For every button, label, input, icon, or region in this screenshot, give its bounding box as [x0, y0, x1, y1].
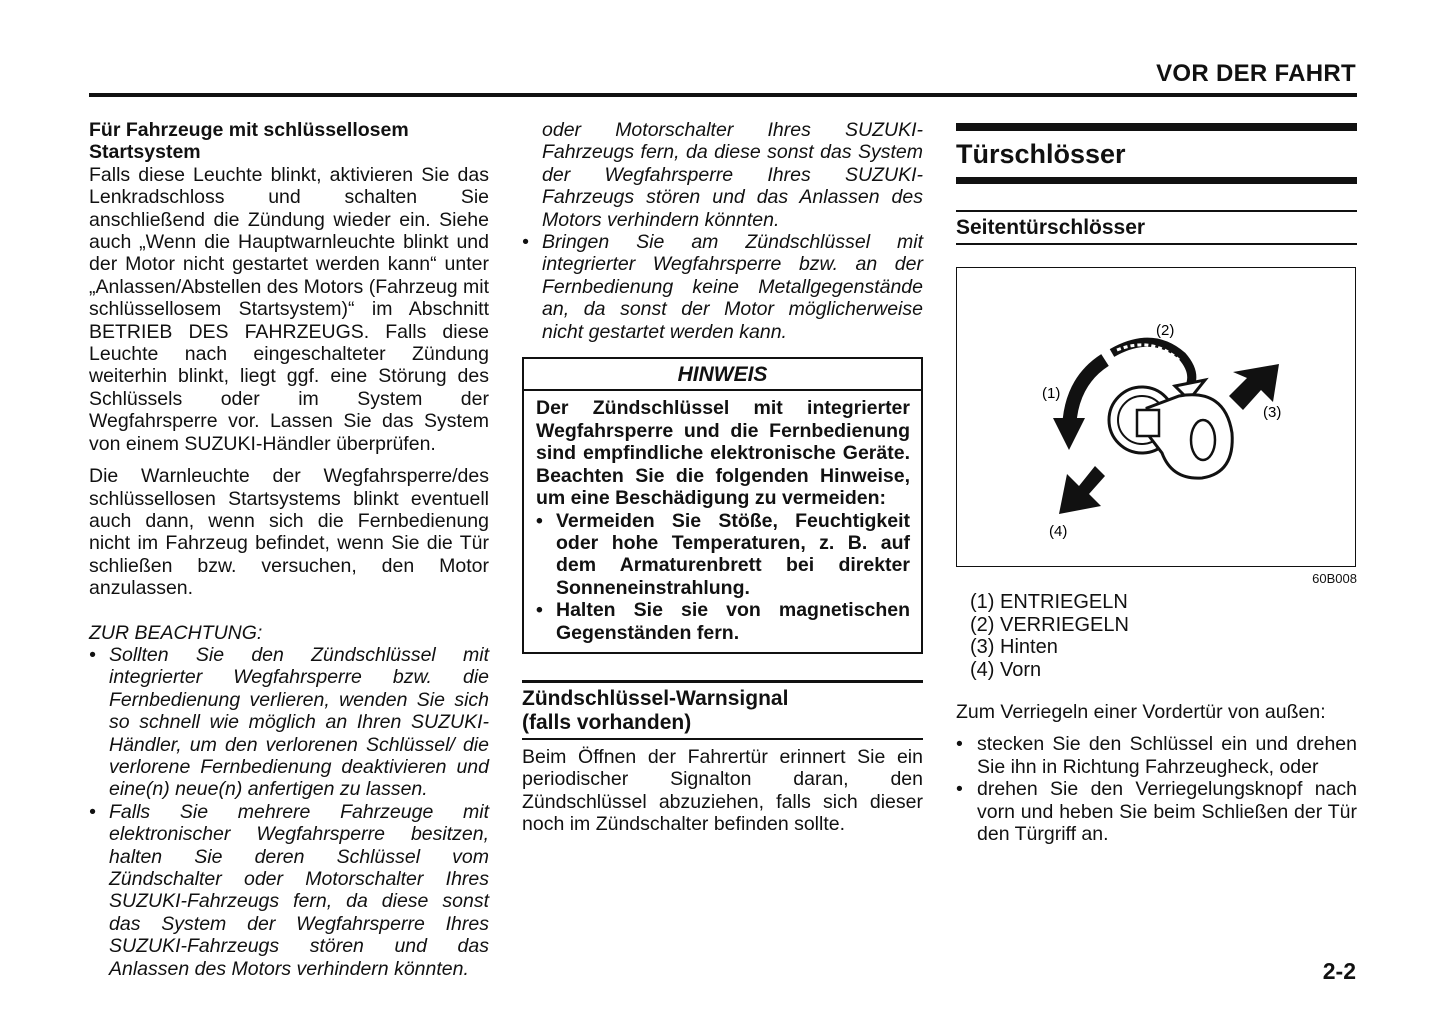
- note-list: [89, 643, 489, 980]
- section-rule: [956, 243, 1357, 245]
- locking-steps: [956, 733, 1357, 845]
- key-warning-text: Beim Öffnen der Fahrertür erinnert Sie ein periodischer Signalton daran, den Zündschlüssel abzuziehen, falls sich dieser noch im Zündschalter befinden sollte.: [522, 745, 923, 836]
- keyless-heading: Für Fahrzeuge mit schlüssellosem Startsystem: [89, 119, 409, 164]
- header-rule: [89, 93, 1357, 97]
- door-locks-title: Türschlösser: [956, 139, 1126, 169]
- key-blade: [1137, 410, 1159, 436]
- legend-item: (1) ENTRIEGELN: [970, 591, 1128, 613]
- figure-label: (2): [1156, 322, 1175, 339]
- keyless-paragraph-1: Falls diese Leuchte blinkt, aktivieren Sie das Lenkradschloss und schalten Sie anschließend die Zündung wieder ein. Siehe auch „Wenn die Hauptwarnleuchte blinkt und der Motor nicht gestartet werden kann“ unter „Anlassen/Abstellen des Motors (Fahrzeug mit schlüssellosem Startsystem)“ im Abschnitt BETRIEB DES FAHRZEUGS. Falls diese Leuchte nach eingeschalteter Zündung weiterhin blinkt, liegt ggf. eine Störung des Schlüssels oder im System der Wegfahrsperre vor. Lassen Sie das System von einem SUZUKI-Händler überprüfen.: [89, 163, 489, 455]
- keyless-paragraph-2: Die Warnleuchte der Wegfahrsperre/des schlüssellosen Startsystems blinkt eventuell auch dann, wenn sich die Fernbedienung nicht im Fahrzeug befindet, wenn Sie die Tür schließen bzw. versuchen, den Motor anzulassen.: [89, 465, 489, 600]
- key-rotation-illustration: [957, 268, 1355, 566]
- locking-intro: Zum Verriegeln einer Vordertür von außen:: [956, 701, 1326, 723]
- left-column: [89, 119, 489, 980]
- note-item-continued: [522, 119, 923, 231]
- figure-label: (3): [1263, 404, 1282, 421]
- side-door-locks-heading: Seitentürschlösser: [956, 216, 1146, 239]
- note-label: ZUR BEACHTUNG:: [89, 621, 263, 644]
- figure-label: (4): [1049, 523, 1068, 540]
- front-arrow: [1059, 466, 1105, 514]
- locking-step: • stecken Sie den Schlüssel ein und drehen Sie ihn in Richtung Fahrzeugheck, oder: [956, 733, 1357, 778]
- legend-item: (3) Hinten: [970, 636, 1058, 658]
- note-item-continued-text: oder Motorschalter Ihres SUZUKI-Fahrzeugs fern, da diese sonst das System der Wegfahrsperre Ihres SUZUKI-Fahrzeugs stören und das Anlassen des Motors verhindern könnten.: [542, 119, 923, 231]
- figure-label: (1): [1042, 385, 1061, 402]
- locking-step: • drehen Sie den Verriegelungsknopf nach vorn und heben Sie beim Schließen der Tür den Türgriff an.: [956, 778, 1357, 845]
- title-rule-top: [956, 123, 1357, 131]
- figure-legend: [970, 591, 1357, 681]
- legend-item: (2) VERRIEGELN: [970, 613, 1129, 636]
- notice-item: • Vermeiden Sie Stöße, Feuchtigkeit oder hohe Temperaturen, z. B. auf dem Armaturenbrett bei direkter Sonneneinstrahlung.: [536, 510, 910, 600]
- unlock-arrow-head: [1053, 418, 1085, 450]
- key-warning-heading-line2: (falls vorhanden): [522, 710, 692, 734]
- page-number: 2-2: [1322, 958, 1356, 984]
- legend-item: (4) Vorn: [970, 658, 1042, 681]
- notice-box: [522, 357, 923, 654]
- notice-list: [536, 510, 910, 644]
- note-list-continued: [522, 119, 923, 343]
- notice-body: [524, 391, 921, 651]
- title-rule-bottom: [956, 177, 1357, 184]
- middle-column: [522, 119, 923, 836]
- page-section-title: VOR DER FAHRT: [1156, 60, 1356, 87]
- notice-item: • Halten Sie sie von magnetischen Gegenständen fern.: [536, 599, 910, 644]
- right-column: [956, 119, 1357, 845]
- key-warning-heading: [522, 683, 923, 738]
- notice-intro: Der Zündschlüssel mit integrierter Wegfahrsperre und die Fernbedienung sind empfindliche elektronische Geräte. Beachten Sie die folgenden Hinweise, um eine Beschädigung zu vermeiden:: [536, 397, 910, 510]
- note-item: • Bringen Sie am Zündschlüssel mit integrierter Wegfahrsperre bzw. an der Fernbedienung keine Metallgegenstände an, da sonst der Motor möglicherweise nicht gestartet werden kann.: [522, 231, 923, 343]
- door-lock-figure: [956, 267, 1356, 567]
- figure-code: 60B008: [1312, 571, 1357, 586]
- note-item: • Falls Sie mehrere Fahrzeuge mit elektronischer Wegfahrsperre besitzen, halten Sie deren Schlüssel vom Zündschalter oder Motorschalter Ihres SUZUKI-Fahrzeugs fern, da diese sonst das System der Wegfahrsperre Ihres SUZUKI-Fahrzeugs stören und das Anlassen des Motors verhindern könnten.: [89, 801, 489, 868]
- section-rule: [522, 738, 923, 740]
- notice-title: HINWEIS: [524, 359, 921, 391]
- lock-arc-arrow: [1112, 342, 1192, 388]
- key-warning-heading-line1: Zündschlüssel-Warnsignal: [522, 686, 789, 710]
- note-item: • Sollten Sie den Zündschlüssel mit integrierter Wegfahrsperre bzw. die Fernbedienung verlieren, wenden Sie sich so schnell wie möglich an Ihren SUZUKI-Händler, um den verlorenen Schlüssel/ die verlorene Fernbedienung deaktivieren und eine(n) neue(n) anfertigen zu lassen.: [89, 644, 489, 801]
